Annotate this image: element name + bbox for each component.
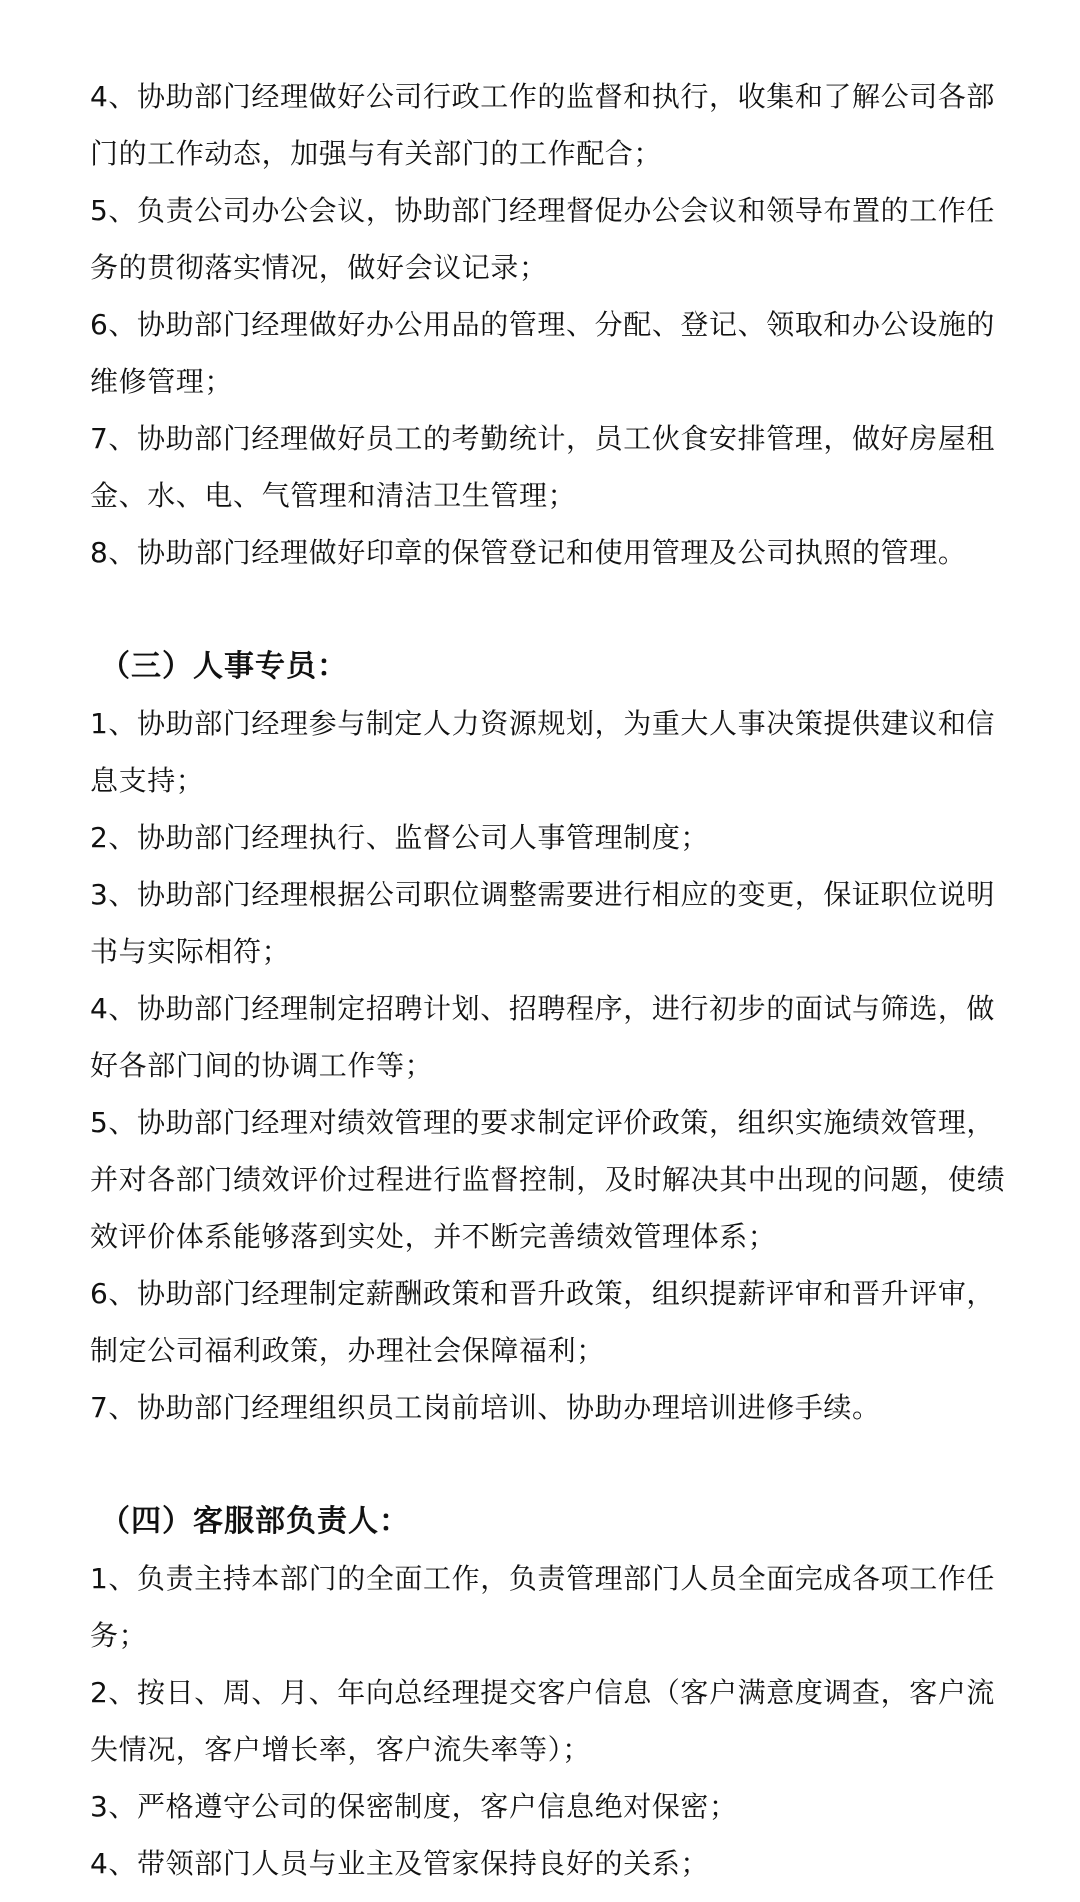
list-item: 7、协助部门经理组织员工岗前培训、协助办理培训进修手续。	[90, 1391, 881, 1424]
list-item: 4、协助部门经理制定招聘计划、招聘程序，进行初步的面试与筛选，做好各部门间的协调工作等；	[90, 992, 996, 1082]
list-item: 6、协助部门经理制定薪酬政策和晋升政策，组织提薪评审和晋升评审，制定公司福利政策，办理社会保障福利；	[90, 1277, 996, 1367]
list-item: 5、协助部门经理对绩效管理的要求制定评价政策，组织实施绩效管理，并对各部门绩效评价过程进行监督控制，及时解决其中出现的问题，使绩效评价体系能够落到实处，并不断完善绩效管理体系；	[90, 1106, 1006, 1253]
section-heading-hr-specialist: （三）人事专员：	[100, 649, 348, 684]
list-item: 4、协助部门经理做好公司行政工作的监督和执行，收集和了解公司各部门的工作动态，加强与有关部门的工作配合；	[90, 80, 996, 170]
list-item: 8、协助部门经理做好印章的保管登记和使用管理及公司执照的管理。	[90, 536, 967, 569]
list-item: 5、负责公司办公会议，协助部门经理督促办公会议和领导布置的工作任务的贯彻落实情况，做好会议记录；	[90, 194, 996, 284]
list-item: 2、按日、周、月、年向总经理提交客户信息（客户满意度调查，客户流失情况，客户增长率，客户流失率等）；	[90, 1676, 996, 1766]
section-heading-customer-service-lead: （四）客服部负责人：	[100, 1504, 410, 1539]
list-item: 1、协助部门经理参与制定人力资源规划，为重大人事决策提供建议和信息支持；	[90, 707, 996, 797]
list-item: 6、协助部门经理做好办公用品的管理、分配、登记、领取和办公设施的维修管理；	[90, 308, 996, 398]
list-item: 4、带领部门人员与业主及管家保持良好的关系；	[90, 1847, 710, 1880]
section-spacer	[90, 581, 1010, 638]
list-item: 7、协助部门经理做好员工的考勤统计，员工伙食安排管理，做好房屋租金、水、电、气管理和清洁卫生管理；	[90, 422, 996, 512]
list-item: 3、协助部门经理根据公司职位调整需要进行相应的变更，保证职位说明书与实际相符；	[90, 878, 996, 968]
list-item: 1、负责主持本部门的全面工作，负责管理部门人员全面完成各项工作任务；	[90, 1562, 996, 1652]
list-item: 3、严格遵守公司的保密制度，客户信息绝对保密；	[90, 1790, 738, 1823]
section-spacer	[90, 1436, 1010, 1493]
list-item: 2、协助部门经理执行、监督公司人事管理制度；	[90, 821, 710, 854]
